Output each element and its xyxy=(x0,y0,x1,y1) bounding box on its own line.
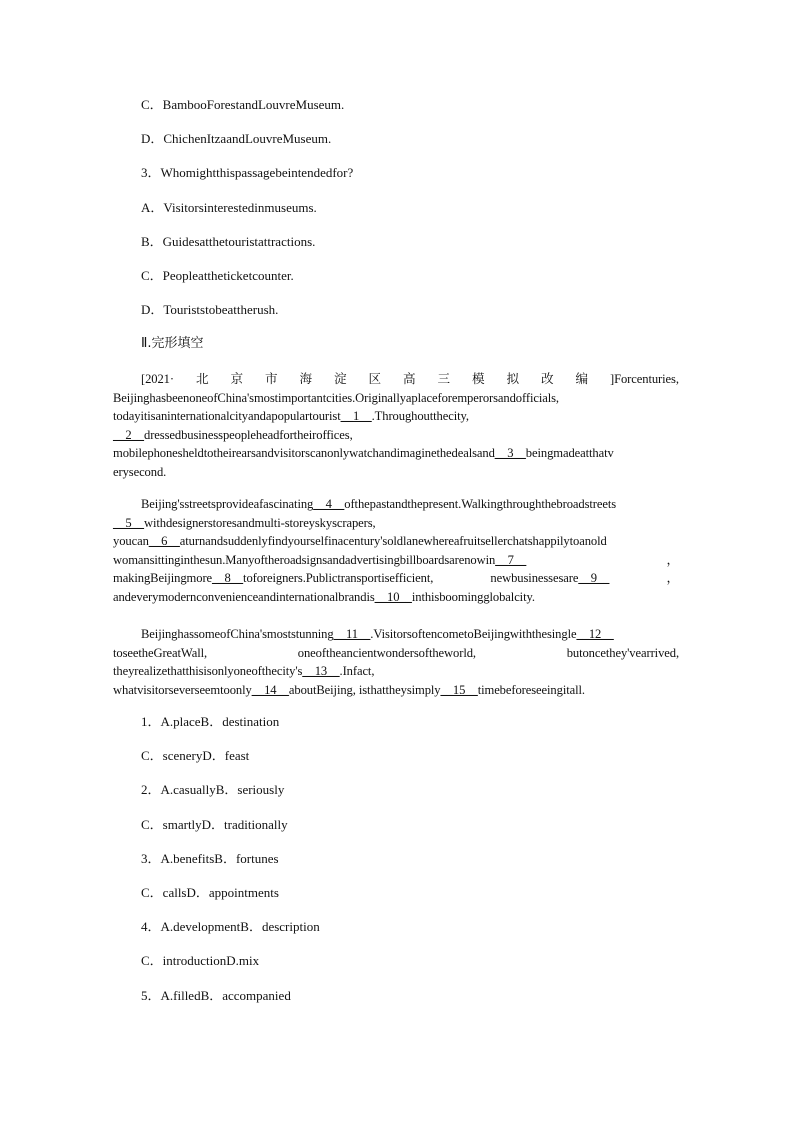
q2-option-c: C．BambooForestandLouvreMuseum. xyxy=(141,97,345,112)
cloze-option-line: 1．A.placeB．destination xyxy=(141,714,280,729)
blank-10[interactable]: __10__ xyxy=(374,589,412,604)
passage-line: todayitisaninternationalcityandapopulartourist__1__.Throughoutthecity, xyxy=(113,409,469,424)
cloze-option-line: 2．A.casuallyB．seriously xyxy=(141,782,285,797)
passage-line: BeijinghassomeofChina'smoststunning__11__.VisitorsoftencometoBeijingwiththesingle__12__ xyxy=(141,627,614,641)
passage-line: __2__dressedbusinesspeopleheadfortheiroffices, xyxy=(113,427,353,442)
passage-paragraph-2 xyxy=(113,495,679,607)
passage-line: mobilephonesheldtotheirearsandvisitorscanonlywatchandimaginethedealsand__3__beingmadeatthatv xyxy=(113,446,614,461)
passage-line: theyrealizethatthisisonlyoneofthecity's__13__.Infact, xyxy=(113,664,375,679)
q3-option-c: C．Peopleattheticketcounter. xyxy=(141,268,294,283)
q3-option-d: D．Touriststobeattherush. xyxy=(141,302,279,317)
passage-line: BeijinghasbeenoneofChina'smostimportantcities.Originallyaplaceforemperorsandofficials, xyxy=(113,390,559,405)
blank-5[interactable]: __5__ xyxy=(113,515,144,530)
blank-3[interactable]: __3__ xyxy=(494,446,526,461)
blank-4[interactable]: __4__ xyxy=(313,497,345,511)
blank-2[interactable]: __2__ xyxy=(113,427,144,442)
blank-12[interactable]: __12__ xyxy=(576,627,614,641)
cloze-option-line: 3．A.benefitsB．fortunes xyxy=(141,851,279,866)
passage-line: andeverymodernconvenienceandinternationalbrandis__10__inthisboomingglobalcity. xyxy=(113,589,535,604)
cloze-option-line: C．smartlyD．traditionally xyxy=(141,817,288,832)
blank-13[interactable]: __13__ xyxy=(302,664,340,679)
passage-line: womansittinginthesun.Manyoftheroadsignsandadvertisingbillboardsarenowin__7__ ， xyxy=(113,552,679,567)
cloze-option-line: C．sceneryD．feast xyxy=(141,748,250,763)
cloze-option-line: 5．A.filledB．accompanied xyxy=(141,988,291,1003)
q3-question: 3．Whomightthispassagebeintendedfor? xyxy=(141,165,354,180)
blank-6[interactable]: __6__ xyxy=(148,534,180,549)
blank-8[interactable]: __8__ xyxy=(212,571,244,586)
blank-15[interactable]: __15__ xyxy=(440,682,478,697)
q3-option-b: B．Guidesatthetouristattractions. xyxy=(141,234,316,249)
cloze-option-line: 4．A.developmentB．description xyxy=(141,919,320,934)
passage-line: [2021· 北 京 市 海 淀 区 高 三 模 拟 改 编 ]Forcenturies, xyxy=(141,372,679,386)
blank-11[interactable]: __11__ xyxy=(333,627,371,641)
passage-line: youcan__6__aturnandsuddenlyfindyourselfinacentury'soldlanewhereafruitsellerchatshappilytoanold xyxy=(113,534,607,549)
blank-9[interactable]: __9__ xyxy=(578,571,610,586)
passage-line: toseetheGreatWall, oneoftheancientwondersoftheworld, butoncethey'vearrived, xyxy=(113,645,679,660)
passage-paragraph-1 xyxy=(113,370,679,482)
cloze-option-line: C．introductionD.mix xyxy=(141,953,260,968)
blank-14[interactable]: __14__ xyxy=(251,682,289,697)
q2-option-d: D．ChichenItzaandLouvreMuseum. xyxy=(141,131,332,146)
passage-line: Beijing'sstreetsprovideafascinating__4__ofthepastandthepresent.Walkingthroughthebroadstreets xyxy=(141,497,617,511)
q3-option-a: A．Visitorsinterestedinmuseums. xyxy=(141,200,317,215)
blank-1[interactable]: __1__ xyxy=(340,409,372,424)
passage-line: whatvisitorseverseemtoonly__14__aboutBeijing, isthattheysimply__15__timebeforeseeingitall. xyxy=(113,682,585,697)
passage-line: erysecond. xyxy=(113,464,167,479)
blank-7[interactable]: __7__ xyxy=(495,552,527,567)
cloze-option-line: C．callsD．appointments xyxy=(141,885,279,900)
passage-line: makingBeijingmore__8__toforeigners.Publictransportisefficient, newbusinessesare__9__ ， xyxy=(113,571,679,586)
passage-paragraph-3 xyxy=(113,625,679,699)
passage-line: __5__withdesignerstoresandmulti-storeyskyscrapers, xyxy=(113,515,376,530)
section-title-cloze: Ⅱ.完形填空 xyxy=(141,336,204,351)
